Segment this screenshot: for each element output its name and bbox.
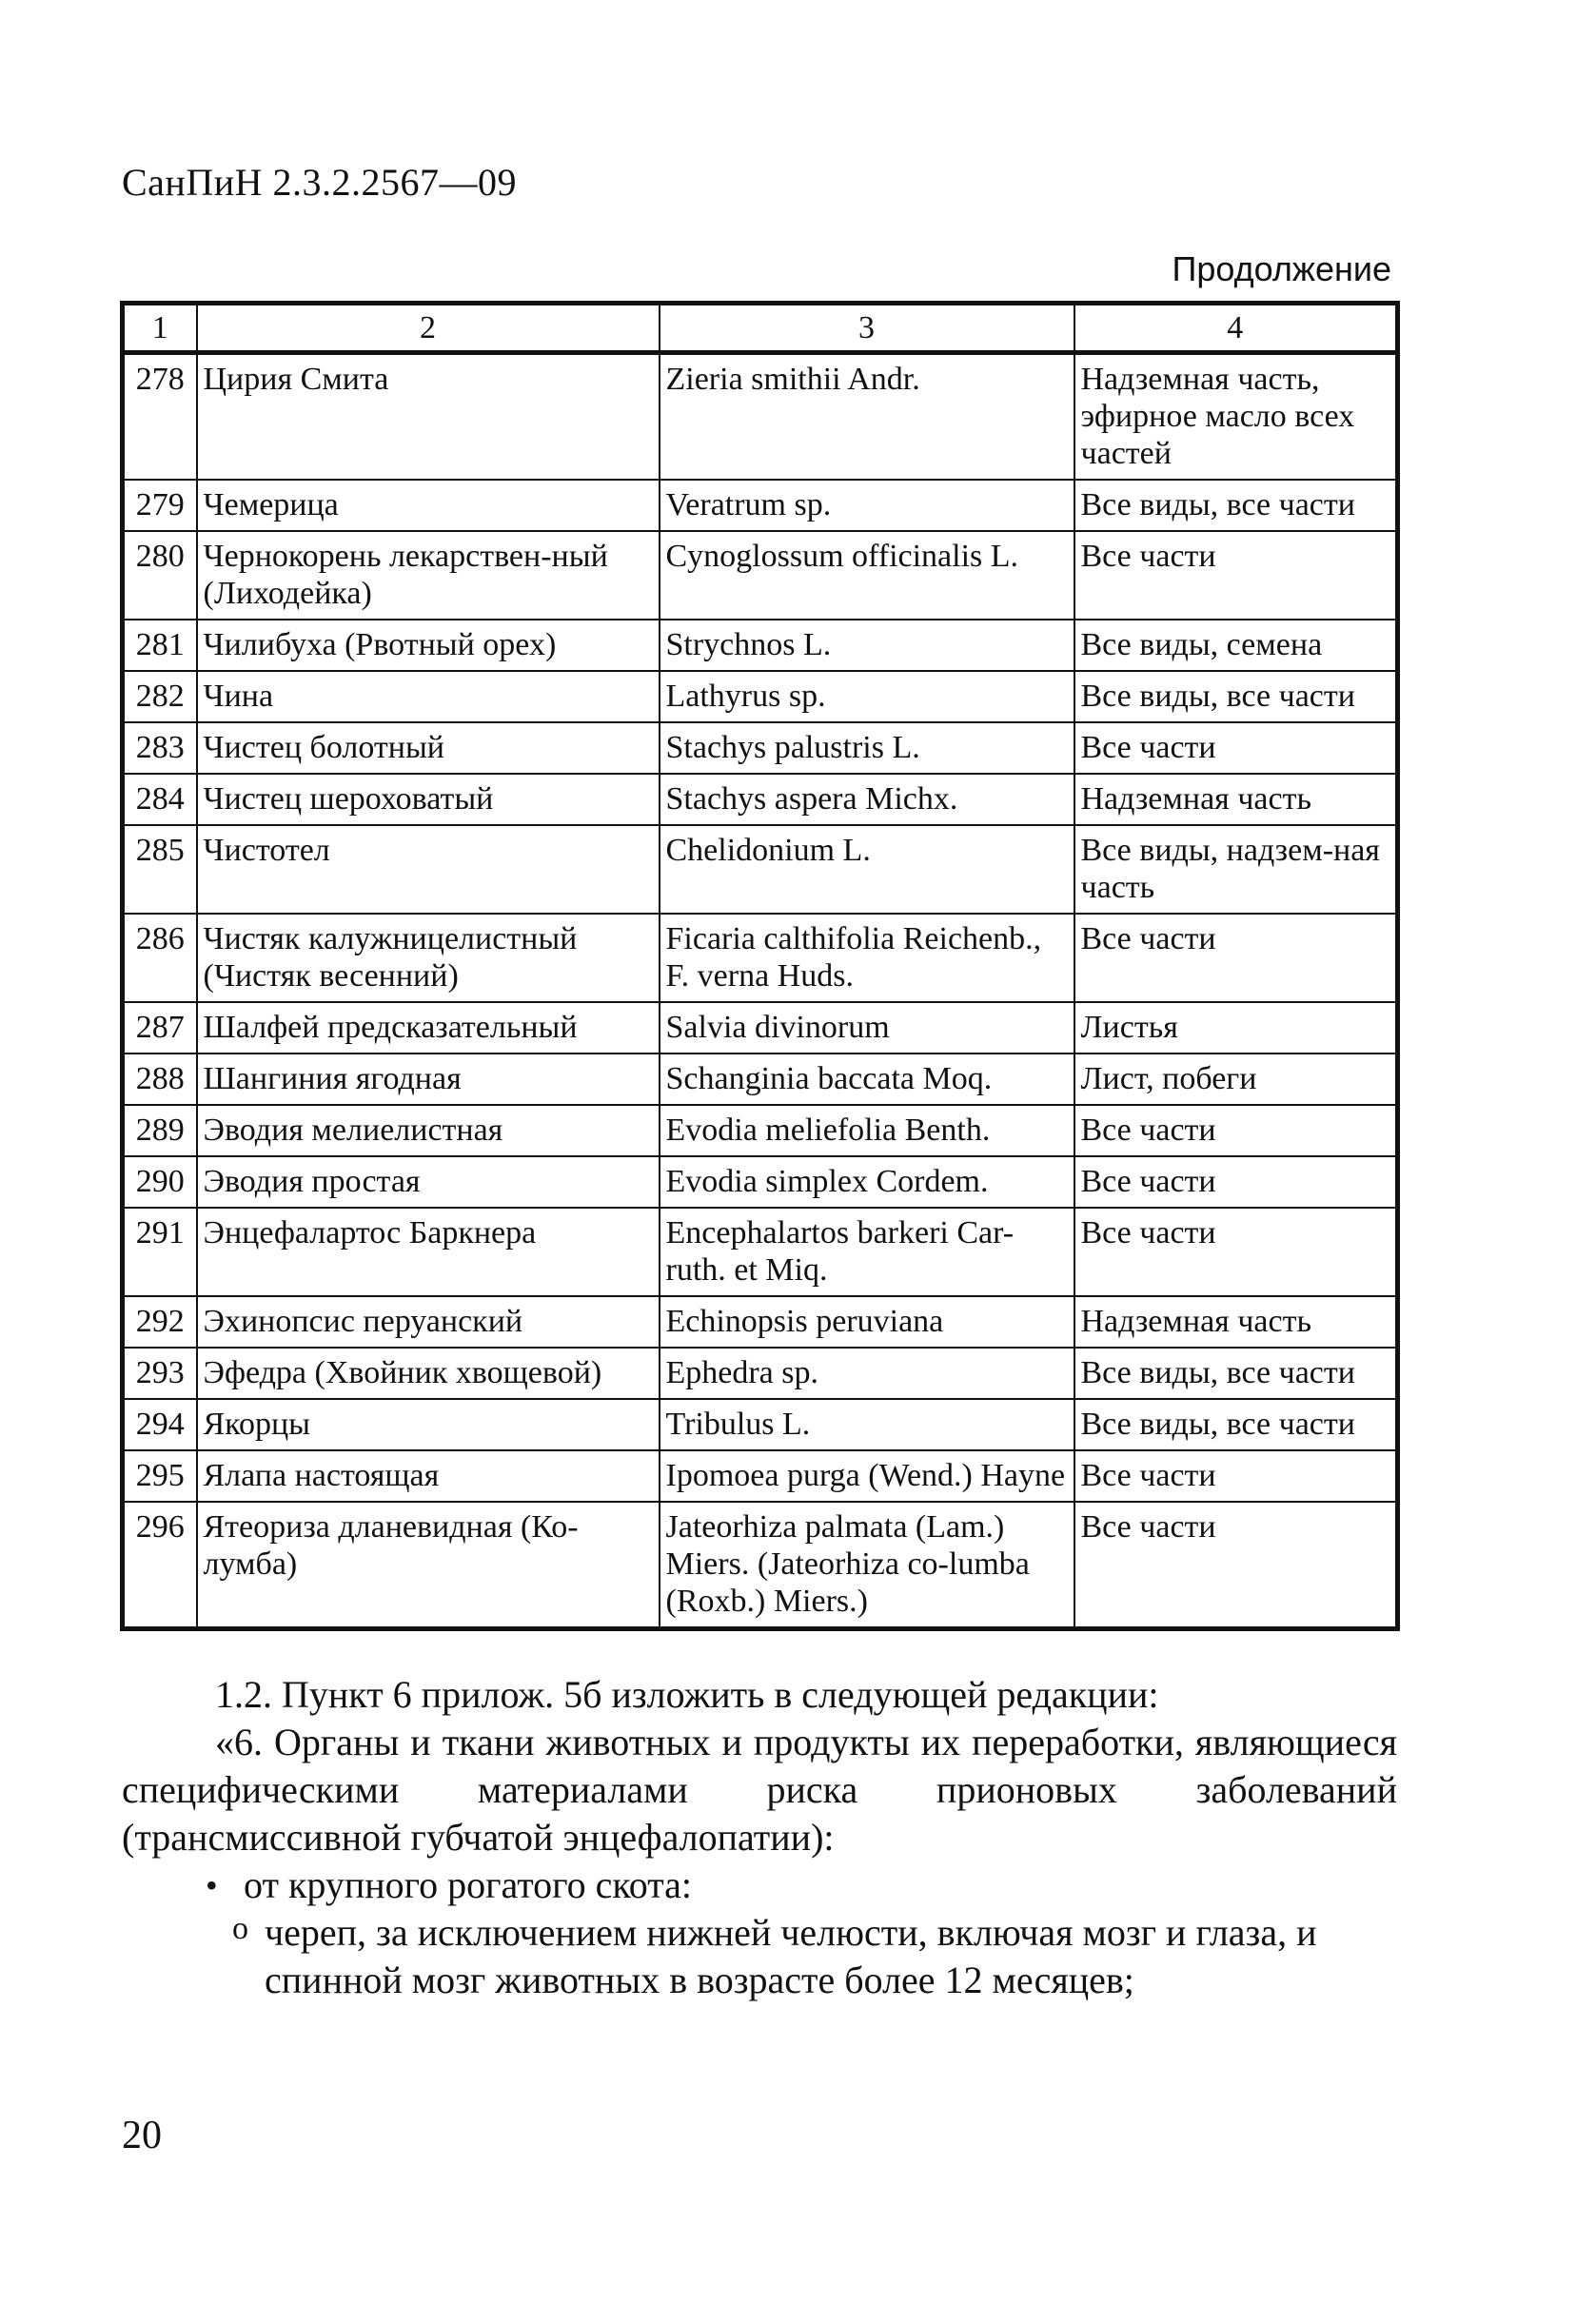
bullet-dot-icon: •: [206, 1866, 218, 1904]
russian-name: Ятеориза дланевидная (Ко-лумба): [197, 1502, 660, 1629]
bullet-item: [122, 1861, 1397, 1909]
bullet-text: от крупного рогатого скота:: [244, 1863, 693, 1906]
paragraph-amendment-intro: 1.2. Пункт 6 прилож. 5б изложить в следующей редакции:: [215, 1673, 1159, 1716]
row-number: 278: [123, 353, 197, 481]
row-number: 290: [123, 1156, 197, 1208]
latin-name: Evodia simplex Cordem.: [660, 1156, 1074, 1208]
amendment-text: [122, 1671, 1397, 2004]
plant-part: Надземная часть, эфирное масло всех частей: [1074, 353, 1398, 481]
plant-part: Все виды, все части: [1074, 480, 1398, 531]
row-number: 289: [123, 1105, 197, 1156]
plant-part: Все части: [1074, 1105, 1398, 1156]
latin-name: Stachys palustris L.: [660, 722, 1074, 774]
row-number: 280: [123, 531, 197, 620]
table-row: [123, 825, 1398, 914]
latin-name: Ephedra sp.: [660, 1348, 1074, 1399]
russian-name: Энцефалартос Баркнера: [197, 1208, 660, 1296]
plant-part: Надземная часть: [1074, 774, 1398, 825]
plant-part: Все части: [1074, 531, 1398, 620]
russian-name: Чемерица: [197, 480, 660, 531]
row-number: 287: [123, 1002, 197, 1054]
latin-name: Chelidonium L.: [660, 825, 1074, 914]
russian-name: Эфедра (Хвойник хвощевой): [197, 1348, 660, 1399]
russian-name: Чистяк калужницелистный (Чистяк весенний): [197, 914, 660, 1002]
table-row: [123, 722, 1398, 774]
table-row: [123, 1208, 1398, 1296]
russian-name: Цирия Смита: [197, 353, 660, 481]
table-row: [123, 353, 1398, 481]
sub-bullet-text: череп, за исключением нижней челюсти, включая мозг и глаза, и спинной мозг животных в возрасте более 12 месяцев;: [265, 1911, 1317, 2001]
species-table: [120, 301, 1400, 1631]
document-code: СанПиН 2.3.2.2567—09: [122, 161, 518, 204]
table-row: [123, 1399, 1398, 1450]
row-number: 296: [123, 1502, 197, 1629]
table-row: [123, 774, 1398, 825]
plant-part: Все виды, все части: [1074, 1348, 1398, 1399]
plant-part: Все части: [1074, 914, 1398, 1002]
russian-name: Чина: [197, 671, 660, 722]
latin-name: Ipomoea purga (Wend.) Hayne: [660, 1450, 1074, 1502]
row-number: 283: [123, 722, 197, 774]
table-row: [123, 1348, 1398, 1399]
continuation-label: Продолжение: [1172, 249, 1391, 288]
table-row: [123, 671, 1398, 722]
latin-name: Veratrum sp.: [660, 480, 1074, 531]
table-row: [123, 1054, 1398, 1105]
russian-name: Эводия мелиелистная: [197, 1105, 660, 1156]
latin-name: Cynoglossum officinalis L.: [660, 531, 1074, 620]
latin-name: Jateorhiza palmata (Lam.) Miers. (Jateorhiza co-lumba (Roxb.) Miers.): [660, 1502, 1074, 1629]
plant-part: Все виды, надзем-ная часть: [1074, 825, 1398, 914]
russian-name: Эхинопсис перуанский: [197, 1296, 660, 1348]
row-number: 294: [123, 1399, 197, 1450]
row-number: 284: [123, 774, 197, 825]
column-header: 2: [197, 304, 660, 353]
russian-name: Чистец болотный: [197, 722, 660, 774]
row-number: 288: [123, 1054, 197, 1105]
page-number: 20: [122, 2114, 162, 2157]
russian-name: Шалфей предсказательный: [197, 1002, 660, 1054]
row-number: 285: [123, 825, 197, 914]
latin-name: Strychnos L.: [660, 620, 1074, 671]
plant-part: Все виды, семена: [1074, 620, 1398, 671]
column-header: 3: [660, 304, 1074, 353]
russian-name: Ялапа настоящая: [197, 1450, 660, 1502]
latin-name: Lathyrus sp.: [660, 671, 1074, 722]
latin-name: Stachys aspera Michx.: [660, 774, 1074, 825]
plant-part: Все виды, все части: [1074, 1399, 1398, 1450]
table-row: [123, 914, 1398, 1002]
row-number: 286: [123, 914, 197, 1002]
row-number: 293: [123, 1348, 197, 1399]
plant-part: Лист, побеги: [1074, 1054, 1398, 1105]
row-number: 291: [123, 1208, 197, 1296]
plant-part: Листья: [1074, 1002, 1398, 1054]
row-number: 282: [123, 671, 197, 722]
russian-name: Якорцы: [197, 1399, 660, 1450]
table-header-row: [123, 304, 1398, 353]
plant-part: Все части: [1074, 1208, 1398, 1296]
sub-bullet-item: [122, 1909, 1397, 2004]
row-number: 295: [123, 1450, 197, 1502]
russian-name: Чистотел: [197, 825, 660, 914]
table-row: [123, 1502, 1398, 1629]
table-row: [123, 480, 1398, 531]
table-row: [123, 1156, 1398, 1208]
plant-part: Все части: [1074, 1156, 1398, 1208]
table-row: [123, 531, 1398, 620]
row-number: 292: [123, 1296, 197, 1348]
table-row: [123, 1105, 1398, 1156]
plant-part: Надземная часть: [1074, 1296, 1398, 1348]
column-header: 4: [1074, 304, 1398, 353]
paragraph-item-6: «6. Органы и ткани животных и продукты их переработки, являющиеся специфическими материалами риска прионовых заболеваний (трансмиссивной губчатой энцефалопатии):: [122, 1721, 1397, 1859]
russian-name: Эводия простая: [197, 1156, 660, 1208]
russian-name: Шангиния ягодная: [197, 1054, 660, 1105]
row-number: 281: [123, 620, 197, 671]
latin-name: Salvia divinorum: [660, 1002, 1074, 1054]
latin-name: Ficaria calthifolia Reichenb., F. verna Huds.: [660, 914, 1074, 1002]
plant-part: Все виды, все части: [1074, 671, 1398, 722]
latin-name: Echinopsis peruviana: [660, 1296, 1074, 1348]
latin-name: Encephalartos barkeri Car-ruth. et Miq.: [660, 1208, 1074, 1296]
table-row: [123, 1450, 1398, 1502]
table-row: [123, 1296, 1398, 1348]
russian-name: Чернокорень лекарствен-ный (Лиходейка): [197, 531, 660, 620]
row-number: 279: [123, 480, 197, 531]
table-row: [123, 620, 1398, 671]
latin-name: Schanginia baccata Moq.: [660, 1054, 1074, 1105]
plant-part: Все части: [1074, 722, 1398, 774]
latin-name: Evodia meliefolia Benth.: [660, 1105, 1074, 1156]
plant-part: Все части: [1074, 1502, 1398, 1629]
russian-name: Чилибуха (Рвотный орех): [197, 620, 660, 671]
circle-bullet-icon: o: [232, 1911, 248, 1946]
column-header: 1: [123, 304, 197, 353]
russian-name: Чистец шероховатый: [197, 774, 660, 825]
latin-name: Zieria smithii Andr.: [660, 353, 1074, 481]
table-row: [123, 1002, 1398, 1054]
plant-part: Все части: [1074, 1450, 1398, 1502]
latin-name: Tribulus L.: [660, 1399, 1074, 1450]
